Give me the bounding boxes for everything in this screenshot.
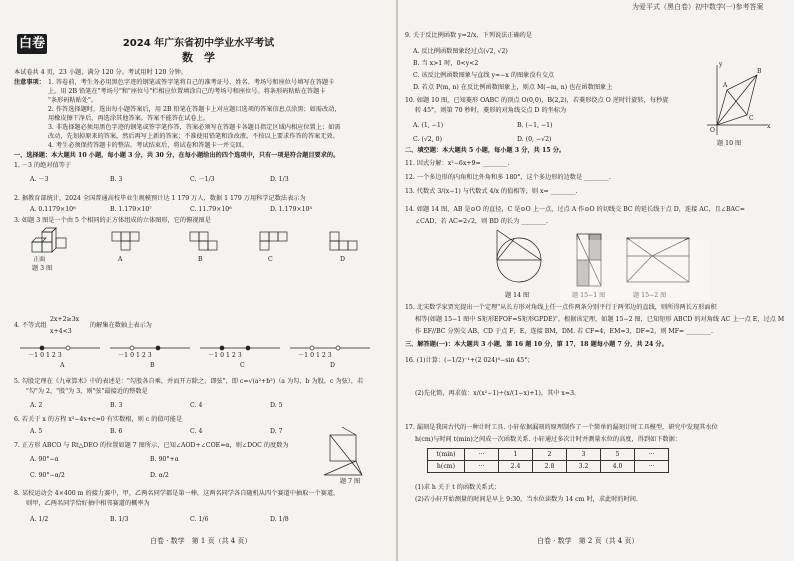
notice-line: 改动，先划掉原来的答案，然后再写上新的答案；不准使用铅笔和涂改液。不按以上要求作答的答案无效。: [48, 133, 339, 140]
q10-option-a: A. (1, −1): [413, 122, 444, 129]
q5-option-c: C. 4: [190, 402, 203, 409]
q14-stem: 14. 如题 14 图，AB 是⊙O 的直径，C 是⊙O 上一点，过点 A 作⊙O 的切线交 BC 的延长线于点 D，连接 AC，且∠BAC=: [405, 206, 745, 213]
svg-text:C: C: [749, 115, 754, 122]
table-cell: 3: [567, 449, 601, 461]
table-row: [428, 449, 669, 461]
q17-part-1: (1)求 h 关于 t 的函数关系式；: [415, 484, 500, 491]
notice-line: 1. 答卷前，考生务必用黑色字迹的钢笔或签字笔将自己的准考证号、姓名、考场号和座位号填写在答题卡: [48, 79, 335, 86]
q3-figures: [30, 228, 370, 278]
q1-option-c: C. －1/3: [190, 176, 215, 183]
notice-line: 2. 作答选择题时，选出每小题答案后，用 2B 铅笔在答题卡上对应题目选项的答案信息点涂黑；如需改动，: [48, 106, 341, 113]
q5-option-b: B. 3: [110, 402, 123, 409]
q8-option-c: C. 1/6: [190, 516, 209, 523]
q7-option-b: B. 90°+α: [150, 456, 179, 463]
q10-figure: [697, 60, 777, 145]
q3-option-a: A: [118, 256, 123, 263]
q10-option-b: B. (−1, −1): [517, 122, 553, 129]
svg-text:x: x: [767, 123, 771, 130]
notice-label: 注意事项：: [14, 79, 45, 86]
q9-option-d: D. 若点 P(m, n) 在反比例函数图象上，则点 M(−m, n) 也在函数图象上: [413, 84, 613, 91]
q5-stem-2: "勾"为 2，"股"为 3，则"弦"最接近的整数是: [26, 388, 148, 395]
q7-option-a: A. 90°−α: [30, 456, 59, 463]
notice-line: 上。用 2B 铅笔在"考场号"和"座位号"栏相应位置填涂自己的考场号和座位号。将条形码粘贴在答题卡: [48, 88, 326, 95]
q4-ineq-1: 2x+2≥3x: [50, 316, 80, 323]
table-cell: 1: [499, 449, 533, 461]
exam-title: 2024 年广东省初中学业水平考试: [122, 38, 275, 49]
q4-option-a: A: [60, 362, 65, 369]
q4-option-d: D: [330, 362, 335, 369]
q9-stem: 9. 关于反比例函数 y=2/x，下列说法正确的是: [405, 32, 533, 39]
section-2-heading: 二、填空题：本大题共 5 小题，每小题 3 分，共 15 分。: [405, 147, 566, 154]
q17-line-1: 17. 漏刻是我国古代的一种计时工具. 小轩依据漏刻的原理制作了一个简单的漏刻计时工具模型，研究中发现其水位: [405, 424, 718, 431]
q1-option-b: B. 3: [110, 176, 123, 183]
table-cell: 2: [533, 449, 567, 461]
q3-option-d: D: [340, 256, 345, 263]
q13-stem: 13. 代数式 3/(x−1) 与代数式 4/x 的值相等，则 x= ________.: [405, 188, 578, 195]
q2-option-a: A. 0.1179×10⁸: [30, 206, 76, 213]
q6-option-d: D. 7: [270, 428, 283, 435]
svg-text:A: A: [723, 82, 728, 89]
white-paper-badge: 白卷: [17, 34, 47, 54]
exam-intro: 本试卷共 4 页，23 小题，满分 120 分。考试用时 120 分钟。: [14, 69, 187, 76]
section-3-heading: 三、解答题(一)：本大题共 3 小题，第 16 题 10 分，第 17，18 题每小题 7 分，共 24 分。: [405, 341, 668, 348]
table-cell: 3.2: [567, 461, 601, 473]
table-cell: t(min): [428, 449, 465, 461]
q1-option-a: A. －3: [30, 176, 49, 183]
svg-text:y: y: [719, 61, 723, 68]
q8-option-a: A. 1/2: [30, 516, 49, 523]
q5-stem: 5. 勾股定理在《九章算术》中的表述是："勾股各自乘，并而开方除之，即弦"，即 c=√(a²+b²)（a 为勾，b 为股，c 为弦），若: [14, 378, 364, 385]
q14-stem-2: ∠CAD，若 AC=2√2，则 BD 的长为 ________.: [415, 218, 548, 225]
q14-figure: [489, 228, 559, 290]
q16-part-2: (2)先化简，再求值：x/(x²−1)÷(x/(1−x)+1)，其中 x=3.: [415, 390, 577, 397]
notice-line: 用橡皮擦干净后，再选涂其他答案。答案不能答在试卷上。: [48, 115, 209, 122]
notice-line: 3. 非选择题必须用黑色字迹的钢笔或签字笔作答，答案必须写在答题卡各题目指定区域内相应位置上；如需: [48, 124, 341, 131]
q3-front-label: 正面: [33, 256, 46, 263]
section-1-heading: 一、选择题：本大题共 10 小题，每小题 3 分，共 30 分，在每小题给出的四个选项中，只有一项是符合题目要求的。: [14, 152, 340, 159]
q15-line-1: 15. 北宋数学家贾宪提出一个定理"从长方形对角线上任一点作两条分别平行于两邻边的直线，则所得两长方形面积: [405, 304, 717, 311]
q2-option-c: C. 11.79×10⁶: [190, 206, 232, 213]
q15-2-figure-caption: 题 15−2 图: [633, 292, 667, 299]
q4-option-b: B: [150, 362, 155, 369]
q4-stem: 4. 不等式组: [14, 322, 47, 329]
q4-stem-tail: 的解集在数轴上表示为: [90, 322, 152, 329]
q7-stem: 7. 正方形 ABCO 与 Rt△DEO 的位置如题 7 图所示，已知∠AOD+∠COE=α，则∠DOC 的度数为: [14, 442, 289, 449]
table-cell: 5: [601, 449, 635, 461]
q7-option-d: D. α/2: [150, 472, 169, 479]
table-cell: ···: [465, 461, 499, 473]
q10-stem: 10. 如题 10 图，已知菱形 OABC 的顶点 O(0,0)，B(2,2)，若菱形绕点 O 逆时针旋转，每秒旋: [405, 97, 669, 104]
q8-stem: 8. 某校运动会 4×400 m 的接力赛中，甲，乙两名同学都是第一棒，这两名同学各自随机从四个赛道中抽取一个赛道，: [14, 490, 340, 497]
q2-option-b: B. 1.179×10⁷: [110, 206, 152, 213]
q3-option-c: C: [268, 256, 273, 263]
q8-option-d: D. 1/8: [270, 516, 289, 523]
q12-stem: 12. 一个多边形的内角和比外角和多 180°，这个多边形的边数是 ________.: [405, 174, 611, 181]
q9-option-c: C. 该反比例函数图象与直线 y=−x 的图象没有交点: [413, 72, 555, 79]
table-cell: 4.0: [601, 461, 635, 473]
q3-option-b: B: [198, 256, 203, 263]
q9-option-a: A. 反比例函数图象经过点(√2, √2): [413, 48, 508, 55]
q15-line-3: 作 EF//BC 分别交 AB，CD 于点 F，E，连接 BM，DM. 若 CF=4，EM=3，DF=2，则 MF= ________.: [415, 328, 713, 335]
q9-option-b: B. 当 x>1 时，0<y<2: [413, 60, 479, 67]
page-header: 为爱平式（黑白卷）初中数学(一)参考答案: [632, 3, 764, 11]
q15-1-figure-caption: 题 15−1 图: [572, 292, 606, 299]
table-cell: h(cm): [428, 461, 465, 473]
q10-stem-2: 转 45°，则第 70 秒时，菱形的对角线交点 D 的坐标为: [415, 107, 567, 114]
q10-figure-caption: 题 10 图: [717, 140, 742, 147]
q2-option-d: D. 1.179×10³: [270, 206, 312, 213]
table-row: [428, 461, 669, 473]
svg-text:B: B: [757, 68, 762, 75]
q6-option-c: C. 4: [190, 428, 203, 435]
table-cell: ···: [635, 449, 669, 461]
q4-option-c: C: [240, 362, 245, 369]
svg-text:O: O: [710, 127, 715, 134]
q4-axis-labels: －1 0 1 2 3: [208, 352, 242, 359]
q7-option-c: C. 90°−α/2: [30, 472, 65, 479]
page-1-footer: 白卷 · 数学 第 1 页（共 4 页）: [150, 537, 252, 545]
q17-data-table: [427, 448, 669, 473]
q1-option-d: D. 1/3: [270, 176, 289, 183]
scan-glare: [560, 240, 710, 300]
q15-line-2: 相等(如题 15−1 图中 S矩形EFOF=S矩形GPDE)"。根据该定理，如题 15−2 图，已知矩形 ABCD 的对角线 AC 上一点 E，过点 M: [415, 316, 785, 323]
q7-figure-caption: 题 7 图: [340, 478, 361, 485]
q8-option-b: B. 1/3: [110, 516, 129, 523]
q3-figure-caption: 题 3 图: [32, 265, 53, 272]
q5-option-d: D. 5: [270, 402, 283, 409]
table-cell: ···: [635, 461, 669, 473]
q2-stem: 2. 据教育部统计，2024 全国普通高校毕业生规模预计达 1 179 万人，数据 1 179 万用科学记数法表示为: [14, 195, 306, 202]
table-cell: 2.8: [533, 461, 567, 473]
subject-title: 数 学: [182, 51, 215, 64]
q4-axis-labels: －1 0 1 2 3: [28, 352, 62, 359]
q11-stem: 11. 因式分解：x²−6x+9= ________.: [405, 160, 510, 167]
q14-figure-caption: 题 14 图: [505, 292, 530, 299]
q1-stem: 1. －3 的绝对值等于: [14, 162, 72, 169]
q4-axis-labels: －1 0 1 2 3: [298, 352, 332, 359]
q3-stem: 3. 如题 3 图是一个由 5 个相同的正方体组成的立体图形，它的俯视图是: [14, 217, 211, 224]
table-cell: ···: [465, 449, 499, 461]
page-2-footer: 白卷 · 数学 第 2 页（共 4 页）: [537, 537, 639, 545]
q16-part-1: 16. (1)计算：(−1/2)⁻¹+(2 024)⁰−sin 45°；: [405, 357, 534, 364]
q4-axis-labels: －1 0 1 2 3: [118, 352, 152, 359]
q10-option-c: C. (√2, 0): [413, 136, 443, 143]
q10-option-d: D. (0, −√2): [517, 136, 552, 143]
q7-figure: [322, 425, 367, 477]
q4-ineq-2: x+4<3: [50, 328, 72, 335]
q5-option-a: A. 2: [30, 402, 43, 409]
notice-line: 4. 考生必须保持答题卡的整洁。考试结束后，将试卷和答题卡一并交回。: [48, 142, 248, 149]
q6-option-a: A. 5: [30, 428, 43, 435]
q17-line-2: h(cm)与时间 t(min)之间成一次函数关系. 小轩通过多次计时并测量水位的高度，得到如下数据：: [415, 436, 681, 443]
table-cell: 2.4: [499, 461, 533, 473]
q6-option-b: B. 6: [110, 428, 123, 435]
q17-part-2: (2)若小轩开始测量的时间是早上 9:30，当水位读数为 14 cm 时，求此时的时间.: [415, 496, 638, 503]
q8-stem-2: 则甲，乙两名同学恰好抽中相邻赛道的概率为: [26, 500, 150, 507]
q6-stem: 6. 若关于 x 的方程 x²−4x+c=0 有实数根，则 c 的值可能是: [14, 416, 183, 423]
notice-line: "条形码粘贴处"。: [48, 97, 98, 104]
